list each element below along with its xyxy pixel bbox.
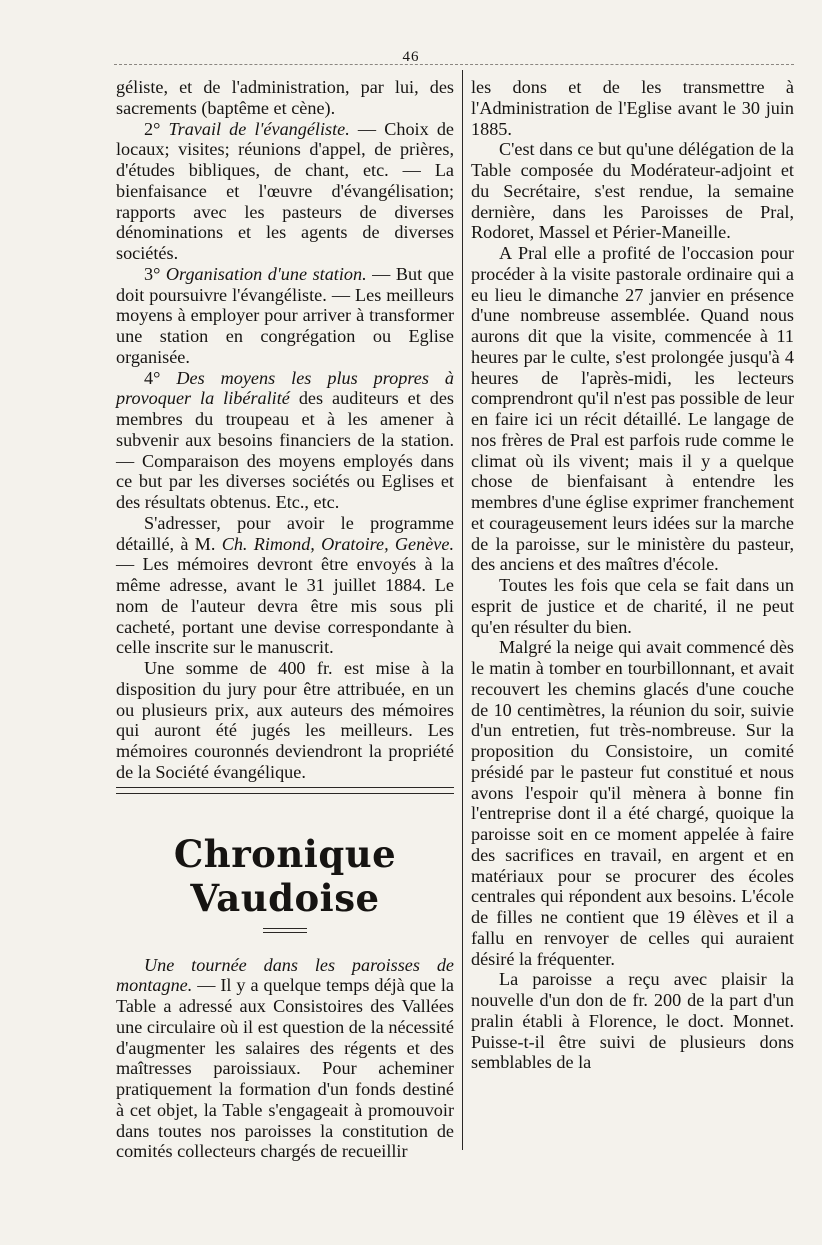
article-text: — Il y a quelque temps déjà que la Table a adressé aux Consistoires des Vallées une circulaire où il est question de la nécessité d'augmenter les salaires des régents et des maîtresses paroissiaux. Pour acheminer pratiquement la formation d'un fonds destiné à cet objet, la Table s'engageait à promouvoir dans toutes nos paroisses la constitution de comités collecteurs chargés de recueillir <box>116 975 454 1162</box>
section-separator <box>116 787 454 794</box>
item-text: des auditeurs et des membres du troupeau et à les amener à subvenir aux besoins financiers de la station. — Comparaison des moyens employés dans ce but par les diverses sociétés ou Eglises et des résultats obtenus. Etc., etc. <box>116 388 455 512</box>
title-ornament <box>263 928 307 933</box>
item-title: Travail de l'évangéliste. <box>168 118 350 139</box>
left-column <box>116 77 454 1162</box>
address-intro: S'adresser, pour avoir le programme détaillé, à M. <box>116 512 454 554</box>
item-text: — Choix de locaux; visites; réunions d'appel, de prières, d'études bibliques, de chant, etc. — La bienfaisance et l'œuvre d'évangélisation; rapports avec les pasteurs de diverses dénominations et les agents de diverses sociétés. <box>116 118 454 263</box>
right-paragraph-3: A Pral elle a profité de l'occasion pour procéder à la visite pastorale ordinaire qui a eu lieu le dimanche 27 janvier en présence d'une nombreuse assemblée. Quand nous aurons dit que la visite, commencée à 11 heures par le culte, s'est prolongée jusqu'à 4 heures de l'après-midi, les lecteurs comprendront qu'il n'est pas possible de leur en faire ici un récit détaillé. Le langage de nos frères de Pral est parfois rude comme le climat où ils vivent; mais il y a quelque chose de bienfaisant à entendre les membres d'une église exprimer franchement et courageusement leurs idées sur la marche de la paroisse, sur le ministère du pasteur, des anciens et des maîtres d'école. <box>471 243 794 575</box>
header-rule <box>114 64 794 65</box>
left-paragraph-3 <box>116 264 454 368</box>
left-paragraph-4 <box>116 368 454 513</box>
right-paragraph-6: La paroisse a reçu avec plaisir la nouvelle d'un don de fr. 200 de la part d'un pralin établi à Florence, le doct. Monnet. Puisse-t-il être suivi de plusieurs dons semblables de la <box>471 969 794 1073</box>
address-name: Ch. Rimond, Oratoire, Genève. <box>221 533 454 554</box>
item-number: 3° <box>144 263 166 284</box>
right-column <box>471 77 794 1073</box>
right-paragraph-5: Malgré la neige qui avait commencé dès le matin à tomber en tourbillonnant, et avait recouvert les chemins glacés d'une couche de 10 centimètres, la réunion du soir, suivie d'un entretien, fut très-nombreuse. Sur la proposition du Consistoire, un comité présidé par le pasteur fut constitué et nous avons l'espoir qu'il mènera à bonne fin l'entreprise dont il a été chargé, quoique la paroisse soit en ce moment appelée à faire des sacrifices en travail, en argent et en matériaux pour se procurer des écoles centrales qui répondent aux besoins. L'école de filles ne contient que 19 élèves et il a fallu en renvoyer de celles qui auraient désiré la fréquenter. <box>471 637 794 969</box>
item-text: — But que doit poursuivre l'évangéliste. — Les meilleurs moyens à employer pour arriver à transformer une station en congrégation ou Eglise organisée. <box>116 263 454 367</box>
page-number: 46 <box>402 49 420 65</box>
item-title: Organisation d'une station. <box>165 263 367 284</box>
left-paragraph-6: Une somme de 400 fr. est mise à la disposition du jury pour être attribuée, en un ou plusieurs prix, aux auteurs des mémoires qui auront été jugés les meilleurs. Les mémoires couronnés deviendront la propriété de la Société évangélique. <box>116 658 454 782</box>
left-paragraph-7 <box>116 955 454 1163</box>
right-paragraph-2: C'est dans ce but qu'une délégation de la Table composée du Modérateur-adjoint et du Secrétaire, s'est rendue, la semaine dernière, dans les Paroisses de Pral, Rodoret, Massel et Périer-Maneille. <box>471 139 794 243</box>
left-paragraph-1: géliste, et de l'administration, par lui, des sacrements (baptême et cène). <box>116 77 454 118</box>
right-paragraph-4: Toutes les fois que cela se fait dans un esprit de justice et de charité, il ne peut qu'en résulter du bien. <box>471 575 794 637</box>
right-paragraph-1: les dons et de les transmettre à l'Administration de l'Eglise avant le 30 juin 1885. <box>471 77 794 139</box>
column-divider <box>462 70 463 1150</box>
address-text: — Les mémoires devront être envoyés à la même adresse, avant le 31 juillet 1884. Le nom de l'auteur devra être mis sous pli cacheté, portant une devise correspondante à celle inscrite sur le manuscrit. <box>116 554 454 658</box>
item-title: Des moyens les plus propres à provoquer la libéralité <box>116 367 454 409</box>
article-title: Une tournée dans les paroisses de montagne. <box>116 954 454 996</box>
section-title: Chronique Vaudoise <box>173 831 397 920</box>
item-number: 4° <box>144 367 177 388</box>
left-paragraph-5 <box>116 513 454 658</box>
item-number: 2° <box>144 118 169 139</box>
left-paragraph-2 <box>116 119 454 264</box>
